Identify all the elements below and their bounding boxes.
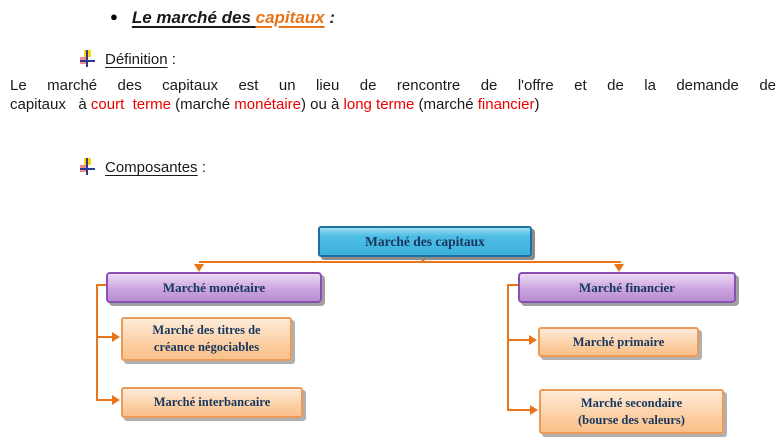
connector-line <box>96 284 98 401</box>
arrow-down-icon <box>194 264 204 272</box>
arrow-right-icon <box>530 405 538 415</box>
connector-line <box>507 339 529 341</box>
definition-heading-label: Définition <box>105 51 168 68</box>
node-interbancaire <box>121 387 303 418</box>
definition-line2 <box>10 95 776 114</box>
connector-line <box>96 399 113 401</box>
node-label: Marché des titres de <box>152 323 261 337</box>
definition-heading-colon: : <box>167 51 176 68</box>
composantes-heading-colon: : <box>197 159 206 176</box>
node-titres-creance <box>121 317 292 361</box>
arrow-right-icon <box>529 335 537 345</box>
node-label: Marché primaire <box>572 334 665 349</box>
node-label: (bourse des valeurs) <box>578 412 685 427</box>
text-segment: ) <box>534 96 540 113</box>
node-label: Marché financier <box>578 279 676 295</box>
connector-line <box>507 284 518 286</box>
text-segment: (marché <box>170 96 235 113</box>
composantes-heading-label: Composantes <box>105 159 198 176</box>
node-label: Marché des capitaux <box>365 233 485 249</box>
node-marche-monetaire <box>106 272 322 303</box>
title-text-black: Le marché des <box>131 8 256 27</box>
arrow-right-icon <box>112 395 120 405</box>
node-label: Marché secondaire <box>580 395 683 410</box>
text-segment-red: monétaire <box>234 96 301 113</box>
text-segment: ) ou à <box>300 96 344 113</box>
connector-line <box>507 284 509 410</box>
node-label: Marché monétaire <box>162 279 266 295</box>
node-label: Marché interbancaire <box>153 395 271 409</box>
text-segment: (marché <box>414 96 478 113</box>
definition-heading <box>80 50 176 68</box>
definition-line1: Le marché des capitaux est un lieu de rencontre de l'offre et de la demande de <box>10 77 776 94</box>
node-label: créance négociables <box>153 340 260 354</box>
node-marche-financier <box>518 272 736 303</box>
connector-line <box>96 284 106 286</box>
arrow-down-icon <box>614 264 624 272</box>
connector-line <box>96 336 113 338</box>
arrow-right-icon <box>112 332 120 342</box>
definition-paragraph <box>10 76 776 114</box>
node-primaire <box>538 327 699 357</box>
cross-bullet-icon <box>80 50 95 67</box>
connector-line <box>507 409 531 411</box>
text-segment-red: financier <box>477 96 535 113</box>
bullet-dot-icon: ● <box>110 9 118 24</box>
page-title <box>110 8 335 28</box>
connector-line <box>199 261 621 263</box>
text-segment: capitaux à <box>10 96 91 113</box>
title-text-orange: capitaux <box>255 8 325 27</box>
text-segment-red: long terme <box>343 96 415 113</box>
node-marche-des-capitaux <box>318 226 532 257</box>
node-secondaire <box>539 389 724 434</box>
title-colon: : <box>324 8 336 27</box>
cross-bullet-icon <box>80 158 95 175</box>
composantes-heading <box>80 158 206 176</box>
text-segment-red: court terme <box>90 96 171 113</box>
